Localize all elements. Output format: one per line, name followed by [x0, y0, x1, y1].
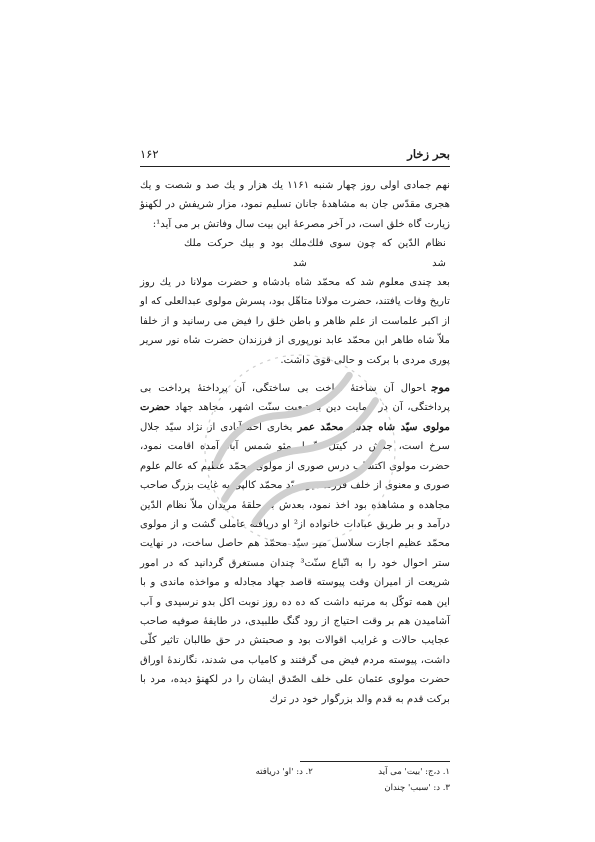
- verse-hemistich-1: نظام الدّین که چون سوی فلك شد: [306, 238, 446, 269]
- header-rule: [140, 166, 450, 167]
- paragraph-3-part-a: احوال آن ساختهٔ ساخت بی ساختگی، آن پرداختهٔ پرداخت بی پرداختگی، آن در حمایت دین به تبعیت سنّت اشهر، مجاهد جهاد: [140, 383, 450, 414]
- footnotes-line-2: [140, 781, 450, 796]
- body-text: [140, 176, 450, 709]
- running-header: [140, 147, 450, 167]
- page-number: ۱۶۲: [140, 147, 159, 161]
- verse-hemistich-2: ملك بود و بیك حرکت ملك شد: [184, 238, 307, 269]
- footnote-3: ۳. د: 'سبب' چندان: [384, 783, 450, 793]
- running-title: بحر زخار: [407, 147, 450, 161]
- footnote-rule: [300, 761, 450, 762]
- paragraph-3-part-b: بخاری احمدآبادی از نژاد سیّد جلال سرخ است، جدّش در کیتل متّصل مئو شمس آباد آمده اقامت نمود، حضرت مولوی اکتساب درس صوری از مولوی محمّد عظیم که عالم علوم صوری و معنوی از خلف فرزند میر سیّد محمّد کالپی به غایت بزرگ صاحب مجاهده و مشاهده بود اخذ نمود، بعدش به حلقهٔ مریدان ملاّ نظام الدّین درآمد و بر طریق عبادات خانواده از² او دریافته عاملی گشت و از مولوی محمّد عظیم اجازت سلاسل میر سیّد محمّد هم حاصل ساخت، در نهایت ستر احوال خود را به اتّباع سنّت³ چندان مستغرق گردانید که در امور شریعت از امیران وقت پیوسته قاصد جهاد مجادله و مواخذه ماندی و با این همه توکّل به مرتبه داشت که ده ده روز نوبت اکل بدو نرسیدی و آب آشامیدن هم بر وقت احتیاج از رود گنگ طلبیدی، در طایفهٔ صوفیه صاحب عجایب حالات و غرایب اقوالات بود و صحبتش در حق طالبان تاثیر کلّی داشت، پیوسته مردم فیض می گرفتند و کامیاب می شدند، نگارندهٔ اوراق حضرت مولوی عثمان علی خلف الصّدق ایشان را در لکهنؤ دیده، مرد با برکت قدم به قدم والد بزرگوار خود در ترك: [140, 421, 451, 705]
- footnotes-line-1: [140, 765, 450, 780]
- section-marker: موج: [431, 381, 450, 395]
- verse: [140, 234, 450, 273]
- paragraph-3: [140, 378, 450, 709]
- paragraph-1: نهم جمادی اولی روز چهار شنبه ۱۱۶۱ یك هزار و یك صد و شصت و یك هجری مقدّس جان به مشاهدهٔ جانان تسلیم نمود، مزار شریفش در لکهنؤ زیارت گاه خلق است، در آخر مصرعهٔ این بیت سال وفاتش بر می آید¹:: [140, 180, 450, 230]
- paragraph-3-bold-name: حضرت مولوی سیّد شاه جدش محمّد عمر: [140, 401, 451, 433]
- footnote-1: ۱. د،ج: 'بیت' می آید: [378, 767, 450, 777]
- footnote-2: ۲. د: 'او' دریافته: [255, 767, 313, 777]
- paragraph-2: بعد چندی معلوم شد که محمّد شاه بادشاه و حضرت مولانا در یك روز تاریخ وفات یافتند، حضرت مولانا متاهّل بود، پسرش مولوی عبدالعلی که او از اکبر علماست از علم ظاهر و باطن خلق را فیض می رسانید و از خلفا ملاّ شاه طاهر ابن محمّد عابد نورپوری از فرزندان حضرت شاه نور سریر پوری مردی با برکت و حالی قوی داشت.: [140, 277, 450, 366]
